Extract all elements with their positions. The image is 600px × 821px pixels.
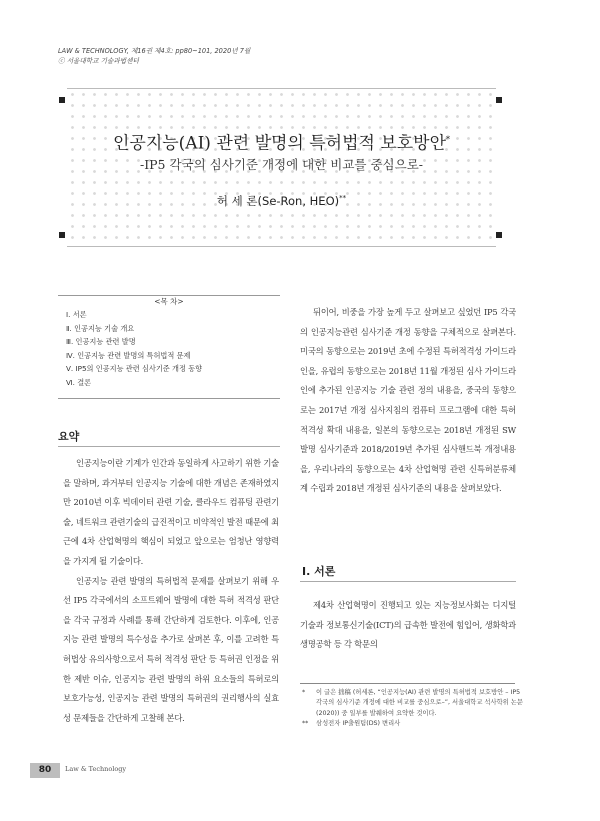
toc-heading: <목 차> (147, 297, 190, 306)
toc-item[interactable]: Ⅱ. 인공지능 기술 개요 (66, 323, 135, 333)
abstract-paragraph: 인공지능이란 기계가 인간과 동일하게 사고하기 위한 기술을 말하며, 과거부터 인공지능 기술에 대한 개념은 존재하였지만 2010년 이후 빅데이터 관련 기술, 클라우드 컴퓨팅 관련기술, 네트워크 관련기술의 급진적이고 비약적인 발전 때문에 최근에 4차 산업혁명의 핵심이 되었고 앞으로는 엄청난 영향력을 가지게 될 기술이다. (63, 458, 279, 566)
footnote-mark: * (302, 689, 306, 696)
journal-publisher: ⓒ 서울대학교 기술과법센터 (58, 57, 139, 65)
footnotes (302, 688, 524, 730)
title-box (67, 88, 496, 247)
abstract-body (63, 454, 279, 728)
right-column-paragraph: 뒤이어, 비중을 가장 높게 두고 살펴보고 싶었던 IP5 각국의 인공지능관련 심사기준 개정 동향을 구체적으로 살펴본다. 미국의 동향으로는 2019년 초에 수정된 특허적격성 가이드라인을, 유럽의 동향으로는 2018년 11월 개정된 심사 가이드라인에 추가된 인공지능 기술 관련 정의 내용을, 중국의 동향으로는 2017년 개정 심사지침의 컴퓨터 프로그램에 대한 특허적격성 확대 내용을, 일본의 동향으로는 2018년 개정된 SW발명 심사기준과 2018/2019년 추가된 심사핸드북 개정내용을, 우리나라의 동향으로는 4차 산업혁명 관련 신특허분류체계 수립과 2018년 개정된 심사기준의 내용을 살펴보았다. (300, 307, 516, 494)
toc-item[interactable]: Ⅰ. 서론 (66, 310, 87, 319)
author-name: 허 세 론(Se-Ron, HEO)** (216, 193, 347, 208)
paper-title: 인공지능(AI) 관련 발명의 특허법적 보호방안* (112, 133, 451, 154)
abstract-heading: 요약 (58, 430, 80, 443)
section-heading-introduction: Ⅰ. 서론 (302, 565, 336, 578)
abstract-paragraph: 인공지능 관련 발명의 특허법적 문제를 살펴보기 위해 우선 IP5 각국에서의 소프트웨어 발명에 대한 특허 적격성 판단을 각국 규정과 사례를 통해 간단하게 검토한다. 이후에, 인공지능 관련 발명의 특수성을 추가로 살펴본 후, 이를 고려한 특허법상 유의사항으로서 특허 적격성 판단 등 특허권 인정을 위한 제반 이슈, 인공지능 관련 발명의 하위 요소들의 특허로의 보호가능성, 인공지능 관련 발명의 특허권의 권리행사의 실효성 문제들을 간단하게 고찰해 본다. (63, 575, 279, 723)
footnote (302, 719, 524, 729)
corner-square-top-right (496, 97, 502, 103)
footnote-divider (300, 683, 515, 684)
journal-header (58, 46, 250, 66)
footnote-text: 이 글은 拙稿 (허세론, “인공지능(AI) 관련 발명의 특허법적 보호방안 – IP5 각국의 심사기준 개정에 대한 비교를 중심으로–”, 서울대학교 석사학위 논문(2020)) 중 일부를 발췌하여 요약한 것이다. (316, 689, 523, 717)
footnote (302, 688, 524, 719)
title-footnote-mark[interactable]: * (446, 135, 451, 144)
footer-journal-label: Law & Technology (65, 765, 127, 773)
page-number: 80 (30, 763, 60, 778)
toc-list (66, 308, 202, 389)
footnote-text: 삼성전자 IP출원팀(DS) 변리사 (316, 720, 401, 728)
corner-square-bottom-left (59, 232, 65, 238)
toc-item[interactable]: Ⅳ. 인공지능 관련 발명의 특허법적 문제 (66, 350, 191, 360)
corner-square-top-left (59, 97, 65, 103)
right-column-body (300, 303, 516, 499)
paper-subtitle: -IP5 각국의 심사기준 개정에 대한 비교를 중심으로- (139, 156, 423, 172)
toc-item[interactable]: Ⅴ. IP5의 인공지능 관련 심사기준 개정 동향 (66, 364, 203, 373)
toc-item[interactable]: Ⅲ. 인공지능 관련 발명 (66, 337, 136, 346)
journal-citation: LAW & TECHNOLOGY, 제16권 제4호: pp80~101, 2020년 7월 (58, 47, 251, 55)
toc-item[interactable]: Ⅵ. 결론 (66, 377, 92, 387)
footnote-mark: ** (302, 720, 309, 728)
section-heading-rule (300, 581, 516, 582)
author-footnote-mark[interactable]: ** (339, 193, 347, 202)
abstract-heading-rule (58, 446, 280, 447)
introduction-paragraph: 제4차 산업혁명이 진행되고 있는 지능정보사회는 디지털기술과 정보통신기술(ICT)의 급속한 발전에 힘입어, 생화학과 생명공학 등 각 학문의 (300, 600, 516, 650)
corner-square-bottom-right (496, 232, 502, 238)
introduction-body (300, 596, 516, 655)
table-of-contents (58, 295, 280, 399)
